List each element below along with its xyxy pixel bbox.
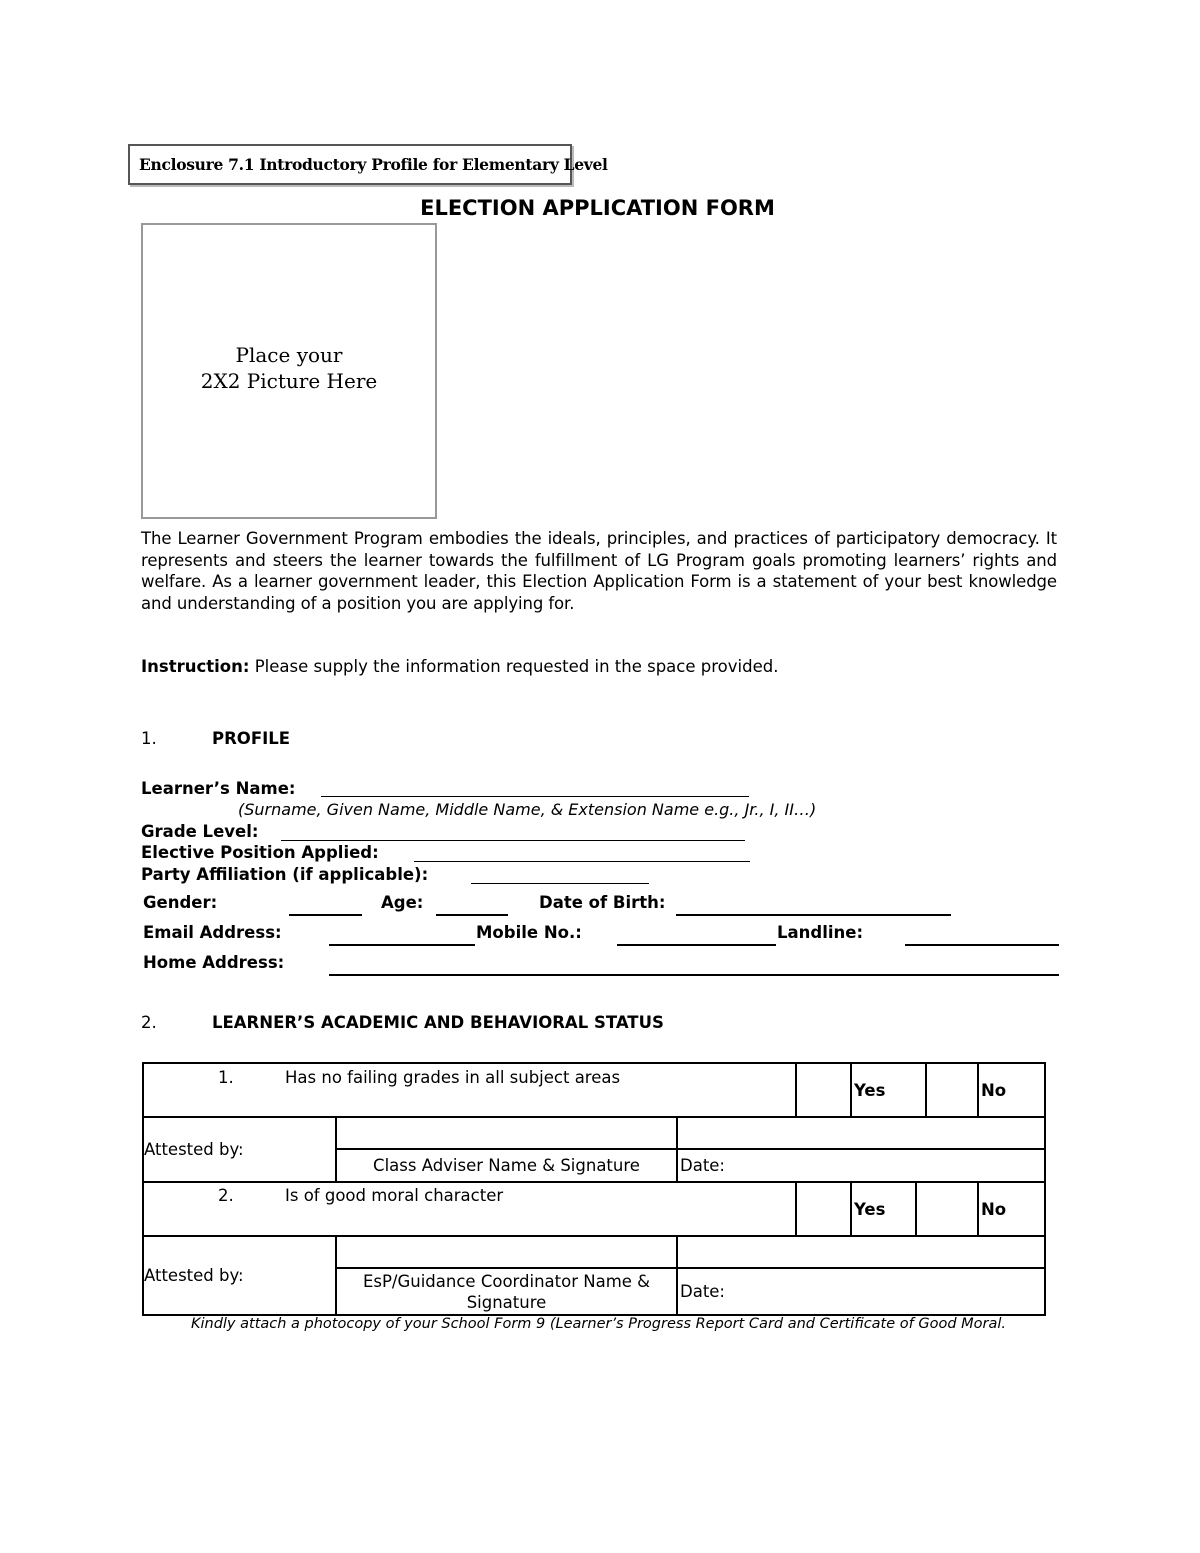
grade-level-label: Grade Level: xyxy=(141,822,259,841)
instruction xyxy=(141,657,778,676)
no-checkbox[interactable] xyxy=(925,1062,979,1118)
elective-position-label: Elective Position Applied: xyxy=(141,843,379,862)
yes-checkbox[interactable] xyxy=(795,1181,852,1237)
yes-label: Yes xyxy=(850,1062,927,1118)
photo-placeholder-line2: 2X2 Picture Here xyxy=(200,369,378,393)
home-address-label: Home Address: xyxy=(143,953,285,972)
email-field[interactable] xyxy=(329,944,475,946)
email-label: Email Address: xyxy=(143,923,282,942)
no-label: No xyxy=(977,1181,1046,1237)
criterion-cell xyxy=(142,1062,797,1118)
landline-field[interactable] xyxy=(905,944,1059,946)
date-of-birth-field[interactable] xyxy=(676,914,951,916)
photo-placeholder[interactable] xyxy=(141,223,437,519)
section-status-heading xyxy=(141,1013,664,1032)
date-label: Date: xyxy=(676,1148,1046,1183)
section-number: 2. xyxy=(141,1013,157,1032)
gender-label: Gender: xyxy=(143,893,218,912)
signatory-name-field[interactable] xyxy=(335,1116,678,1150)
section-title: LEARNER’S ACADEMIC AND BEHAVIORAL STATUS xyxy=(212,1013,664,1032)
section-number: 1. xyxy=(141,729,157,748)
form-title: ELECTION APPLICATION FORM xyxy=(420,196,775,220)
criterion-text: Is of good moral character xyxy=(285,1186,504,1205)
age-label: Age: xyxy=(381,893,424,912)
section-title: PROFILE xyxy=(212,729,291,748)
criterion-number: 2. xyxy=(218,1186,234,1205)
signatory-name-field[interactable] xyxy=(335,1235,678,1269)
elective-position-field[interactable] xyxy=(414,861,750,862)
instruction-label: Instruction: xyxy=(141,657,250,676)
age-field[interactable] xyxy=(436,914,508,916)
mobile-field[interactable] xyxy=(617,944,776,946)
attachment-footnote: Kindly attach a photocopy of your School Form 9 (Learner’s Progress Report Card and Certificate of Good Moral. xyxy=(190,1316,1007,1332)
attested-by-label: Attested by: xyxy=(142,1116,337,1183)
enclosure-label: Enclosure 7.1 Introductory Profile for Elementary Level xyxy=(128,144,572,185)
yes-label: Yes xyxy=(850,1181,917,1237)
home-address-field[interactable] xyxy=(329,974,1059,976)
signatory-caption: Class Adviser Name & Signature xyxy=(335,1148,678,1183)
signatory-caption: EsP/Guidance Coordinator Name & Signature xyxy=(335,1267,678,1316)
date-field[interactable] xyxy=(676,1116,1046,1150)
learner-name-label: Learner’s Name: xyxy=(141,779,296,798)
criterion-cell xyxy=(142,1181,797,1237)
party-affiliation-field[interactable] xyxy=(471,883,649,884)
intro-paragraph: The Learner Government Program embodies the ideals, principles, and practices of participatory democracy. It represents and steers the learner towards the fulfillment of LG Program goals promoting learners’ rights and welfare. As a learner government leader, this Election Application Form is a statement of your best knowledge and understanding of a position you are applying for. xyxy=(141,529,1057,613)
criterion-number: 1. xyxy=(218,1068,234,1087)
learner-name-field[interactable] xyxy=(321,796,749,797)
date-label: Date: xyxy=(676,1267,1046,1316)
mobile-label: Mobile No.: xyxy=(476,923,582,942)
section-profile-heading xyxy=(141,729,290,748)
party-affiliation-label: Party Affiliation (if applicable): xyxy=(141,865,429,884)
no-label: No xyxy=(977,1062,1046,1118)
learner-name-hint: (Surname, Given Name, Middle Name, & Extension Name e.g., Jr., I, II…) xyxy=(238,800,817,819)
gender-field[interactable] xyxy=(289,914,362,916)
landline-label: Landline: xyxy=(777,923,864,942)
attested-by-label: Attested by: xyxy=(142,1235,337,1316)
criterion-text: Has no failing grades in all subject areas xyxy=(285,1068,621,1087)
photo-placeholder-line1: Place your xyxy=(235,343,343,367)
instruction-text: Please supply the information requested in the space provided. xyxy=(249,657,779,676)
date-of-birth-label: Date of Birth: xyxy=(539,893,666,912)
date-field[interactable] xyxy=(676,1235,1046,1269)
no-checkbox[interactable] xyxy=(915,1181,979,1237)
grade-level-field[interactable] xyxy=(281,840,745,841)
yes-checkbox[interactable] xyxy=(795,1062,852,1118)
